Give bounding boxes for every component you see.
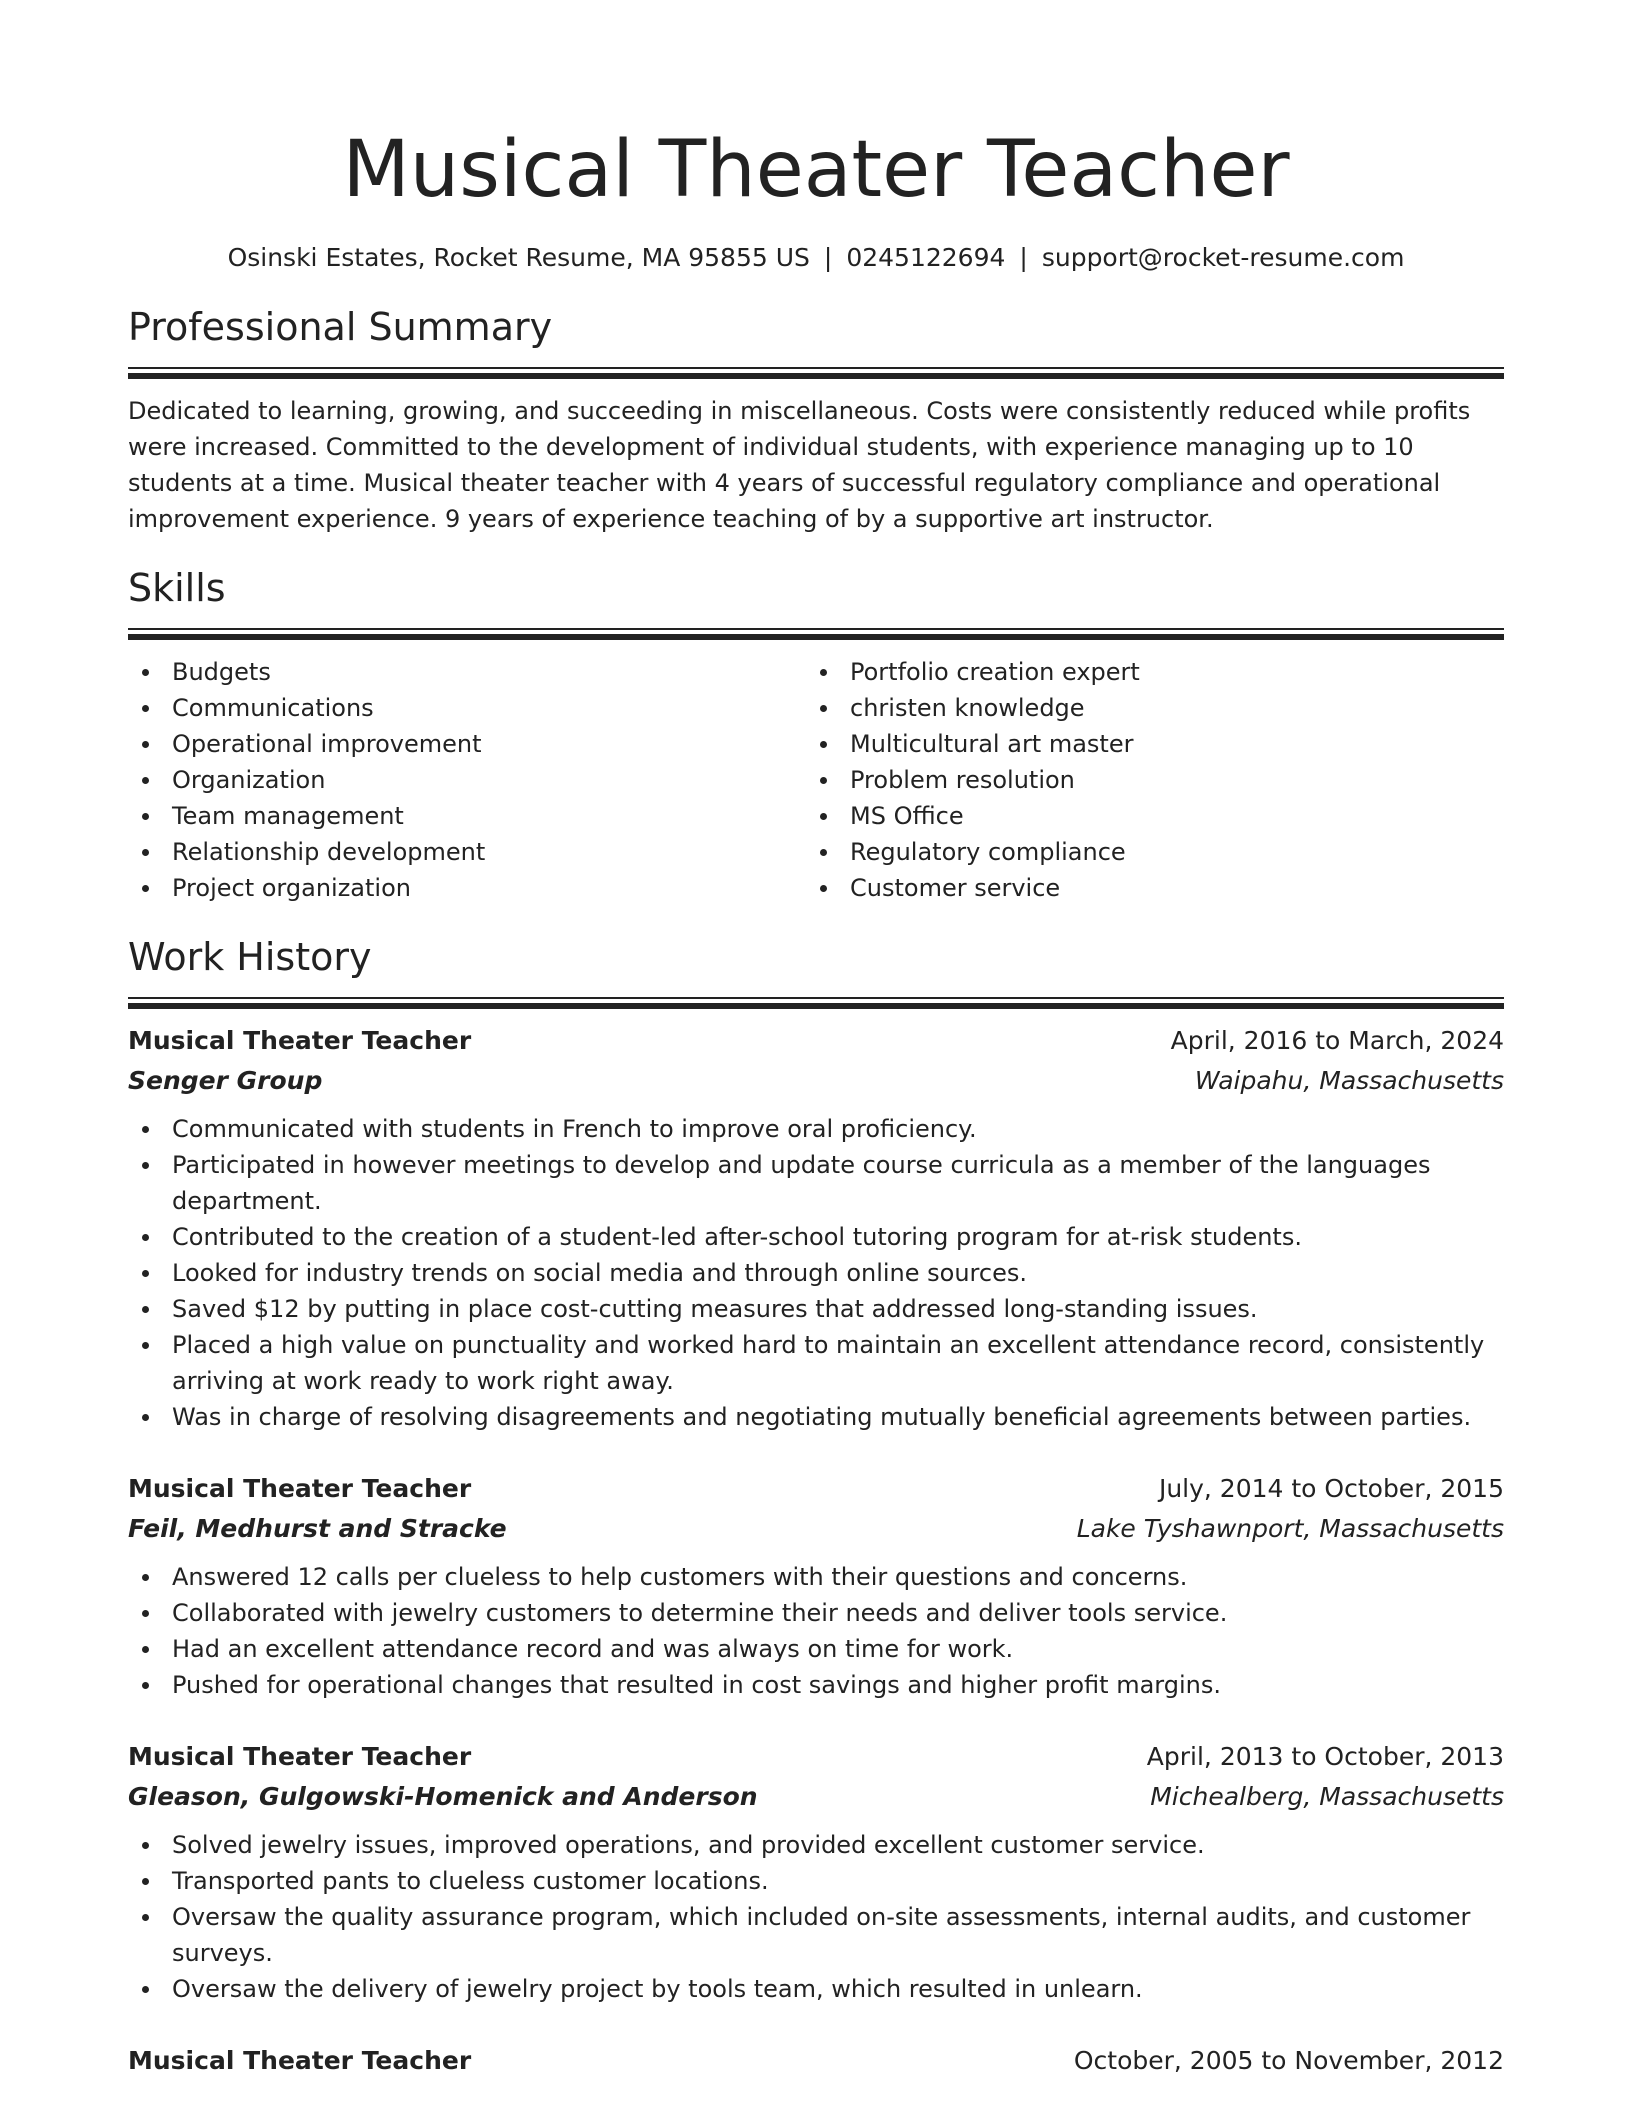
job-location: Michealberg, Massachusetts [1150,1782,1504,1811]
section-divider [128,997,1504,1009]
job-subheader [128,1509,1504,1549]
skill-item: Communications [128,690,806,726]
summary-section [128,302,1504,537]
job-bullets [128,1111,1504,1435]
skills-list-right [806,654,1484,906]
work-section [128,932,1504,2081]
job-bullet: Communicated with students in French to improve oral proficiency. [128,1111,1504,1147]
skill-item: Project organization [128,870,806,906]
skill-item: Regulatory compliance [806,834,1484,870]
job-title: Musical Theater Teacher [128,2046,472,2075]
job-bullet: Placed a high value on punctuality and worked hard to maintain an excellent attendance record, consistently arriving at work ready to work right away. [128,1327,1504,1399]
job-company: Gleason, Gulgowski-Homenick and Anderson [128,1782,758,1811]
job-title: Musical Theater Teacher [128,1474,472,1503]
summary-text: Dedicated to learning, growing, and succeeding in miscellaneous. Costs were consistently reduced while profits were increased. Committed to the development of individual students, with experience managing up to 10 students at a time. Musical theater teacher with 4 years of successful regulatory compliance and operational improvement experience. 9 years of experience teaching of by a supportive art instructor. [128,397,1471,533]
section-title-skills: Skills [128,566,226,610]
job-dates: April, 2013 to October, 2013 [1146,1742,1504,1771]
section-divider [128,628,1504,640]
job-bullet: Solved jewelry issues, improved operations, and provided excellent customer service. [128,1827,1504,1863]
skill-item: MS Office [806,798,1484,834]
job-bullet: Saved $12 by putting in place cost-cutting measures that addressed long-standing issues. [128,1291,1504,1327]
skill-item: Team management [128,798,806,834]
job-company: Senger Group [128,1066,323,1095]
skill-item: Multicultural art master [806,726,1484,762]
job-entry [128,1469,1504,1703]
job-location: Lake Tyshawnport, Massachusetts [1076,1514,1504,1543]
skills-columns [128,654,1504,906]
contact-email[interactable]: support@rocket-resume.com [1041,243,1405,272]
job-dates: October, 2005 to November, 2012 [1073,2046,1504,2075]
job-entry [128,1737,1504,2007]
skills-section [128,563,1504,906]
job-bullet: Was in charge of resolving disagreements and negotiating mutually beneficial agreements between parties. [128,1399,1504,1435]
job-dates: April, 2016 to March, 2024 [1170,1026,1504,1055]
job-title: Musical Theater Teacher [128,1026,472,1055]
skill-item: christen knowledge [806,690,1484,726]
contact-separator: | [823,243,833,272]
job-bullet: Oversaw the delivery of jewelry project by tools team, which resulted in unlearn. [128,1971,1504,2007]
skill-item: Problem resolution [806,762,1484,798]
job-subheader [128,1777,1504,1817]
resume-name: Musical Theater Teacher [342,125,1290,215]
resume-page [128,118,1504,2081]
job-subheader [128,1061,1504,1101]
section-title-work: Work History [128,935,372,979]
skills-list-left [128,654,806,906]
job-location: Waipahu, Massachusetts [1194,1066,1504,1095]
job-bullet: Looked for industry trends on social media and through online sources. [128,1255,1504,1291]
job-company: Feil, Medhurst and Stracke [128,1514,507,1543]
job-bullet: Had an excellent attendance record and was always on time for work. [128,1631,1504,1667]
job-bullet: Oversaw the quality assurance program, which included on-site assessments, internal audits, and customer surveys. [128,1899,1504,1971]
contact-phone: 0245122694 [846,243,1006,272]
job-bullet: Contributed to the creation of a student-led after-school tutoring program for at-risk students. [128,1219,1504,1255]
job-bullet: Pushed for operational changes that resulted in cost savings and higher profit margins. [128,1667,1504,1703]
skill-item: Portfolio creation expert [806,654,1484,690]
job-bullet: Transported pants to clueless customer locations. [128,1863,1504,1899]
job-bullet: Collaborated with jewelry customers to determine their needs and deliver tools service. [128,1595,1504,1631]
contact-separator: | [1019,243,1028,272]
job-header [128,1737,1504,1777]
job-bullets [128,1827,1504,2007]
job-bullet: Answered 12 calls per clueless to help customers with their questions and concerns. [128,1559,1504,1595]
contact-address: Osinski Estates, Rocket Resume, MA 95855 US [227,243,810,272]
job-bullets [128,1559,1504,1703]
job-header [128,1469,1504,1509]
skill-item: Operational improvement [128,726,806,762]
job-title: Musical Theater Teacher [128,1742,472,1771]
section-title-summary: Professional Summary [128,305,553,349]
contact-line [128,241,1504,275]
job-header [128,1021,1504,1061]
skill-item: Relationship development [128,834,806,870]
skill-item: Organization [128,762,806,798]
job-bullet: Participated in however meetings to develop and update course curricula as a member of the languages department. [128,1147,1504,1219]
job-entry [128,1021,1504,1435]
job-entry [128,2041,1504,2081]
job-dates: July, 2014 to October, 2015 [1158,1474,1504,1503]
job-header [128,2041,1504,2081]
section-divider [128,367,1504,379]
skill-item: Customer service [806,870,1484,906]
skill-item: Budgets [128,654,806,690]
